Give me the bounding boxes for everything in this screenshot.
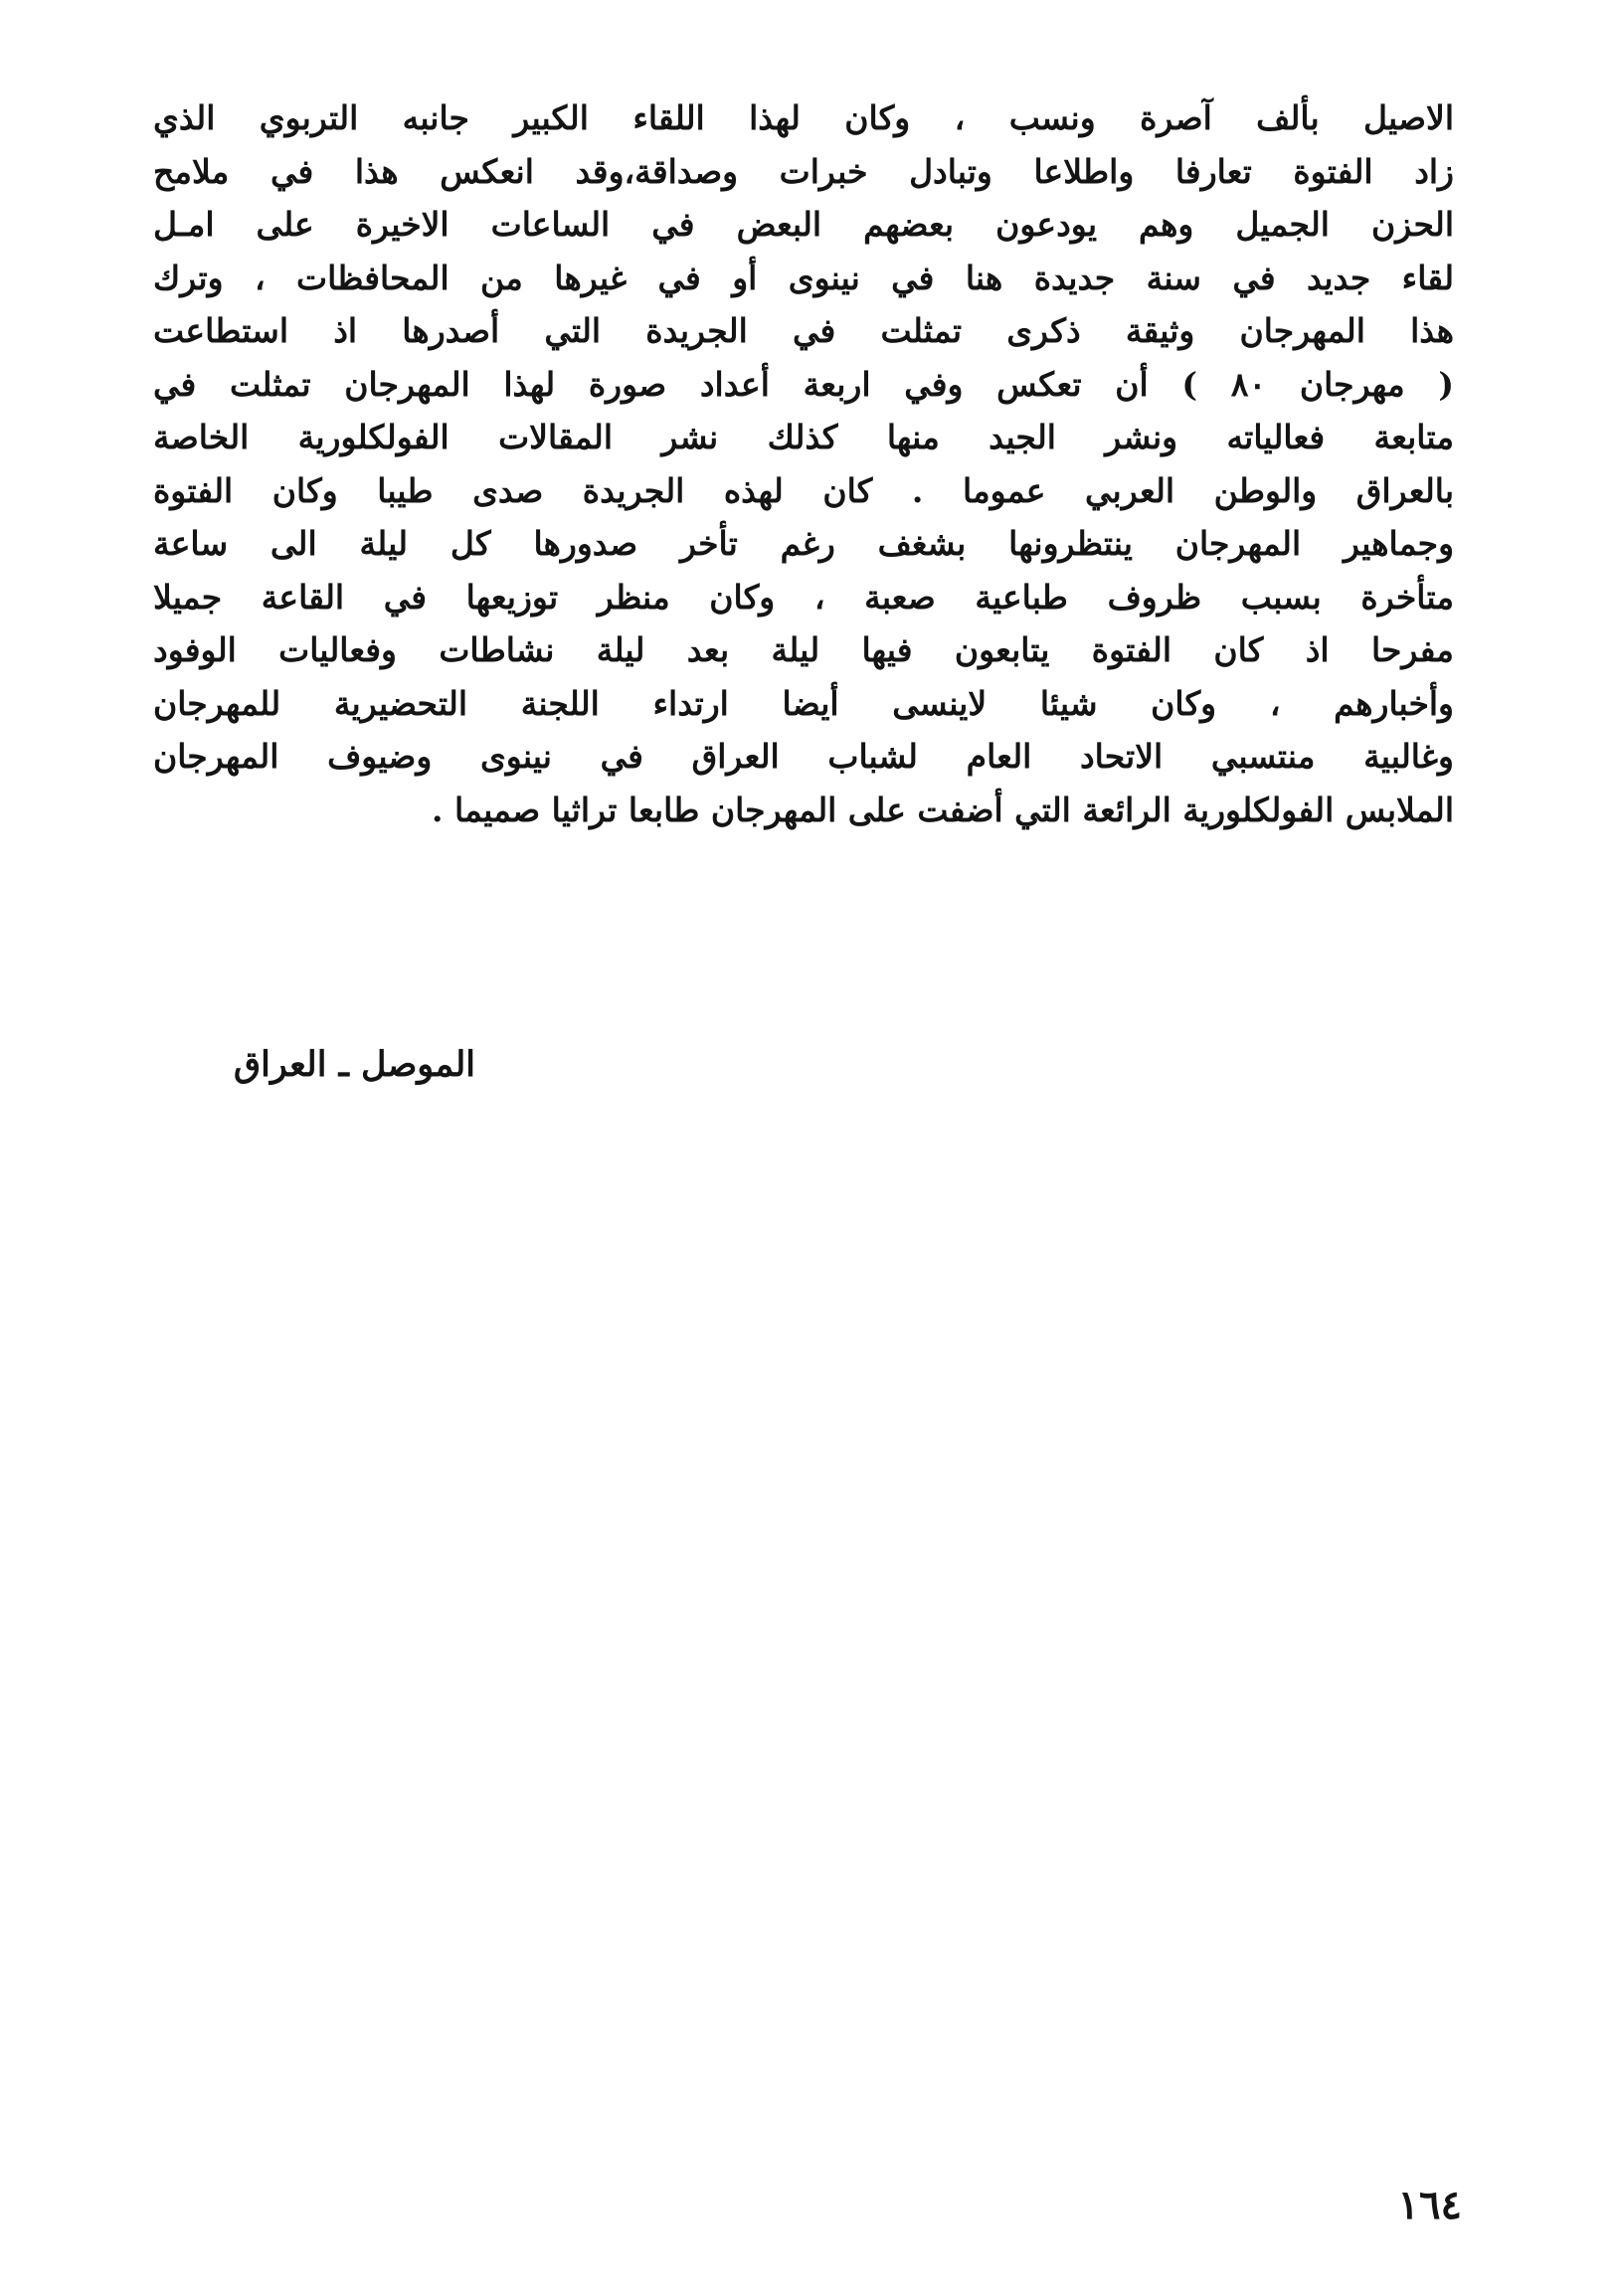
text-line: متابعة فعالياته ونشر الجيد منها كذلك نشر المقالات الفولكلورية الخاصة (153, 418, 1454, 456)
text-line: لقاء جديد في سنة جديدة هنا في نينوى أو في غيرها من المحافظات ، وترك (153, 258, 1454, 297)
page-number: ١٦٤ (1397, 2182, 1462, 2228)
text-line: ( مهرجان ٨٠ ) أن تعكس وفي اربعة أعداد صورة لهذا المهرجان تمثلت في (153, 364, 1454, 404)
location-signature: الموصل ـ العراق (233, 1044, 475, 1085)
body-paragraph (153, 91, 1454, 836)
text-line: وجماهير المهرجان ينتظرونها بشغف رغم تأخر صدورها كل ليلة الى ساعة (153, 524, 1454, 563)
text-line: الاصيل بألف آصرة ونسب ، وكان لهذا اللقاء الكبير جانبه التربوي الذي (153, 98, 1454, 137)
text-line: الحزن الجميل وهم يودعون بعضهم البعض في الساعات الاخيرة على امـل (153, 205, 1454, 244)
text-line: مفرحا اذ كان الفتوة يتابعون فيها ليلة بعد ليلة نشاطات وفعاليات الوفود (153, 630, 1454, 669)
text-line: وغالبية منتسبي الاتحاد العام لشباب العراق في نينوى وضيوف المهرجان (153, 737, 1454, 776)
text-line: بالعراق والوطن العربي عموما . كان لهذه الجريدة صدى طيبا وكان الفتوة (153, 470, 1454, 510)
text-line: وأخبارهم ، وكان شيئا لاينسى أيضا ارتداء اللجنة التحضيرية للمهرجان (153, 683, 1454, 723)
text-line: هذا المهرجان وثيقة ذكرى تمثلت في الجريدة التي أصدرها اذ استطاعت (153, 311, 1454, 350)
text-line: زاد الفتوة تعارفا واطلاعا وتبادل خبرات وصداقة،وقد انعكس هذا في ملامح (153, 151, 1454, 191)
text-line: متأخرة بسبب ظروف طباعية صعبة ، وكان منظر توزيعها في القاعة جميلا (153, 577, 1454, 617)
text-line: الملابس الفولكلورية الرائعة التي أضفت على المهرجان طابعا تراثيا صميما . (432, 790, 1454, 829)
